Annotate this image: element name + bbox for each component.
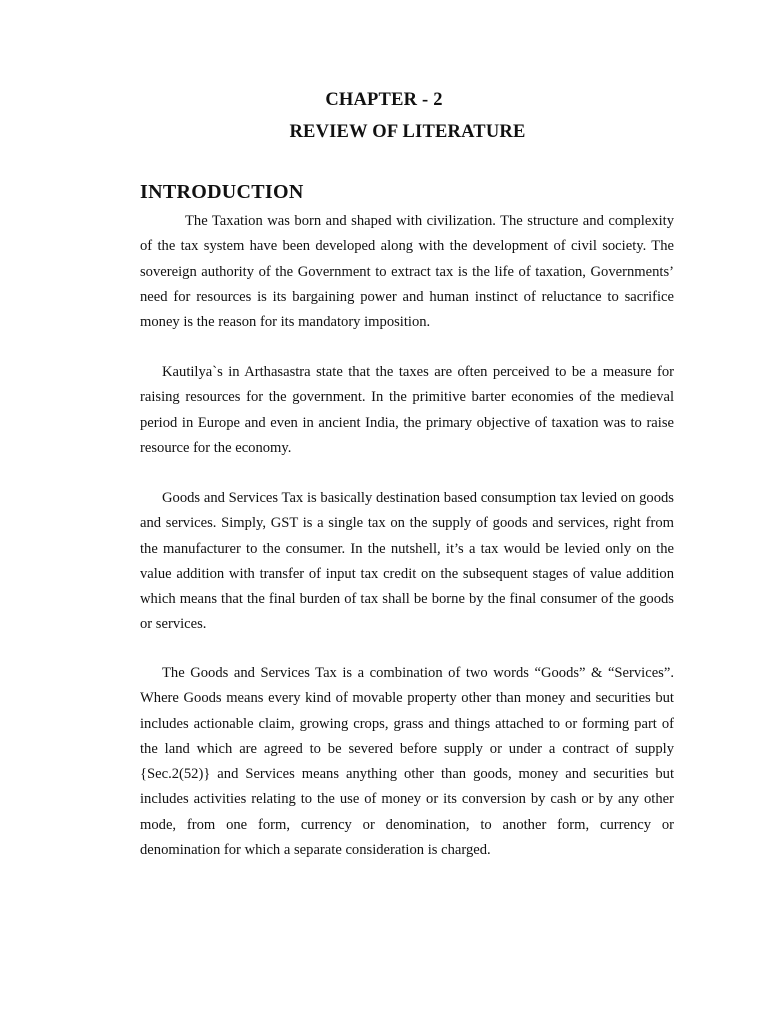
chapter-title: REVIEW OF LITERATURE — [289, 122, 526, 142]
chapter-number: CHAPTER - 2 — [325, 90, 443, 110]
paragraph-gst-definition: Goods and Services Tax is basically destination based consumption tax levied on goods and services. Simply, GST is a single tax on the supply of goods and services, right from the manufacturer to the consumer. In the nutshell, it’s a tax would be levied only on the value addition with transfer of input tax credit on the subsequent stages of value addition which means that the final burden of tax shall be borne by the final consumer of the goods or services. — [140, 490, 674, 633]
paragraph-introduction: The Taxation was born and shaped with civilization. The structure and complexity of the tax system have been developed along with the development of civil society. The sovereign authority of the Government to extract tax is the life of taxation, Governments’ need for resources is its bargaining power and human instinct of reluctance to sacrifice money is the reason for its mandatory imposition. — [140, 213, 674, 331]
paragraph-kautilya: Kautilya`s in Arthasastra state that the taxes are often perceived to be a measure for raising resources for the government. In the primitive barter economies of the medieval period in Europe and even in ancient India, the primary objective of taxation was to raise resource for the economy. — [140, 364, 674, 456]
section-heading: INTRODUCTION — [140, 181, 304, 203]
paragraph-goods-services: The Goods and Services Tax is a combination of two words “Goods” & “Services”. Where Goods means every kind of movable property other than money and securities but includes actionable claim, growing crops, grass and things attached to or forming part of the land which are agreed to be severed before supply or under a contract of supply {Sec.2(52)} and Services means anything other than goods, money and securities but includes activities relating to the use of money or its conversion by cash or by any other mode, from one form, currency or denomination, to another form, currency or denomination for which a separate consideration is charged. — [140, 665, 674, 859]
